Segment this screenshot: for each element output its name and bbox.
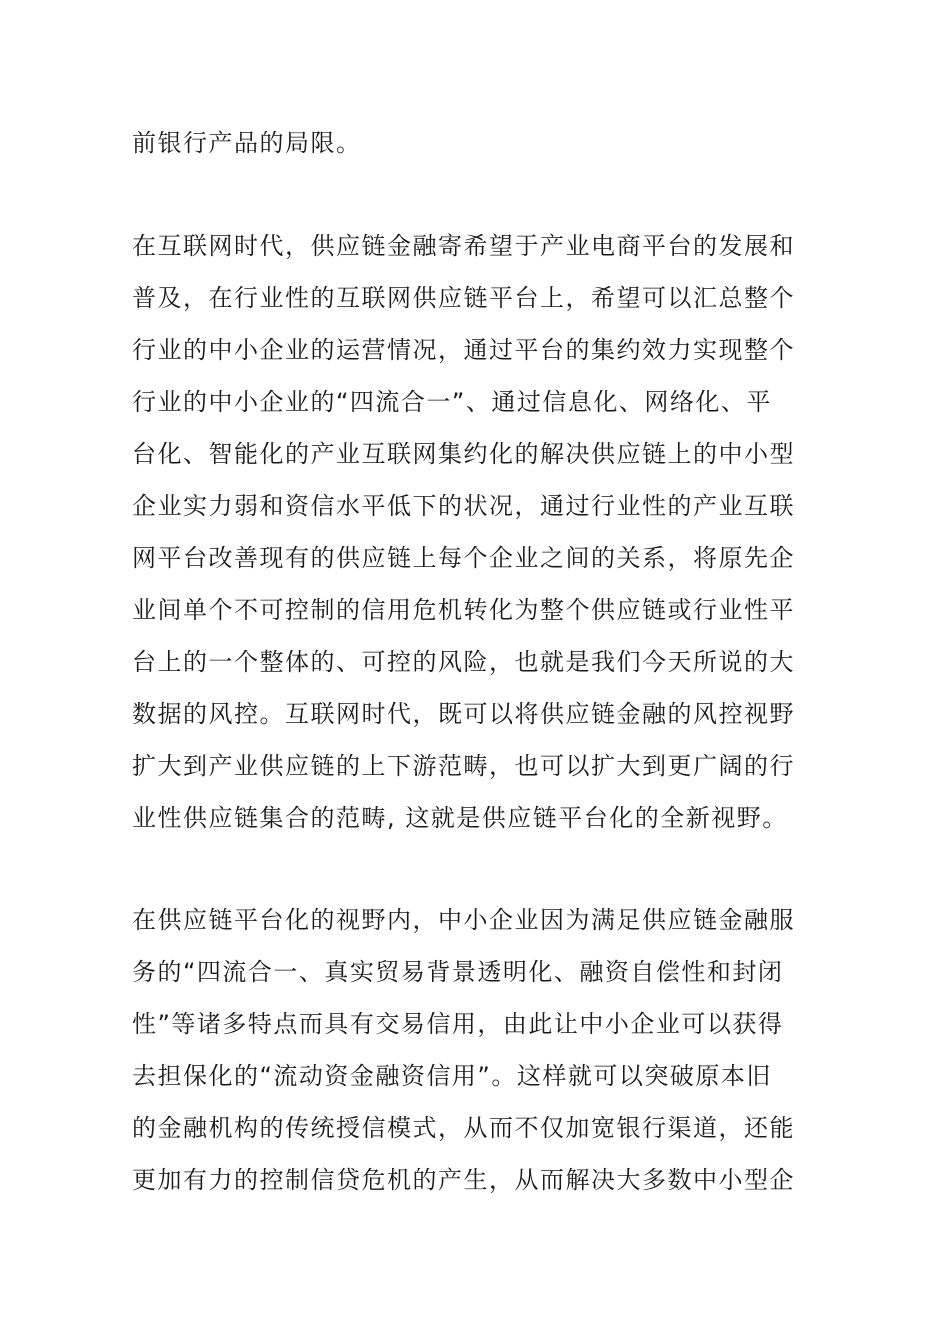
text-line: 务的“四流合一、真实贸易背景透明化、融资自偿性和封闭: [132, 958, 784, 986]
text-line: 性”等诸多特点而具有交易信用，由此让中小企业可以获得: [132, 1010, 784, 1038]
text-line: 前银行产品的局限。: [132, 129, 362, 157]
text-line: 数据的风控。互联网时代，既可以将供应链金融的风控视野: [132, 700, 795, 728]
text-line: 去担保化的“流动资金融资信用”。这样就可以突破原本旧: [132, 1062, 772, 1090]
text-line: 台化、智能化的产业互联网集约化的解决供应链上的中小型: [132, 440, 795, 468]
text-line: 在供应链平台化的视野内，中小企业因为满足供应链金融服: [132, 906, 795, 934]
text-line: 业性供应链集合的范畴, 这就是供应链平台化的全新视野。: [132, 804, 788, 832]
text-line: 业间单个不可控制的信用危机转化为整个供应链或行业性平: [132, 596, 795, 624]
text-line: 行业的中小企业的运营情况，通过平台的集约效力实现整个: [132, 336, 795, 364]
text-line: 行业的中小企业的“四流合一”、通过信息化、网络化、平: [132, 388, 772, 416]
text-line: 普及，在行业性的互联网供应链平台上，希望可以汇总整个: [132, 284, 795, 312]
text-line: 企业实力弱和资信水平低下的状况，通过行业性的产业互联: [132, 492, 795, 520]
text-line: 扩大到产业供应链的上下游范畴，也可以扩大到更广阔的行: [132, 752, 795, 780]
text-line: 更加有力的控制信贷危机的产生，从而解决大多数中小型企: [132, 1166, 795, 1194]
text-line: 在互联网时代，供应链金融寄希望于产业电商平台的发展和: [132, 232, 795, 260]
text-line: 台上的一个整体的、可控的风险，也就是我们今天所说的大: [132, 648, 795, 676]
text-line: 网平台改善现有的供应链上每个企业之间的关系，将原先企: [132, 544, 795, 572]
text-line: 的金融机构的传统授信模式，从而不仅加宽银行渠道，还能: [132, 1114, 795, 1142]
